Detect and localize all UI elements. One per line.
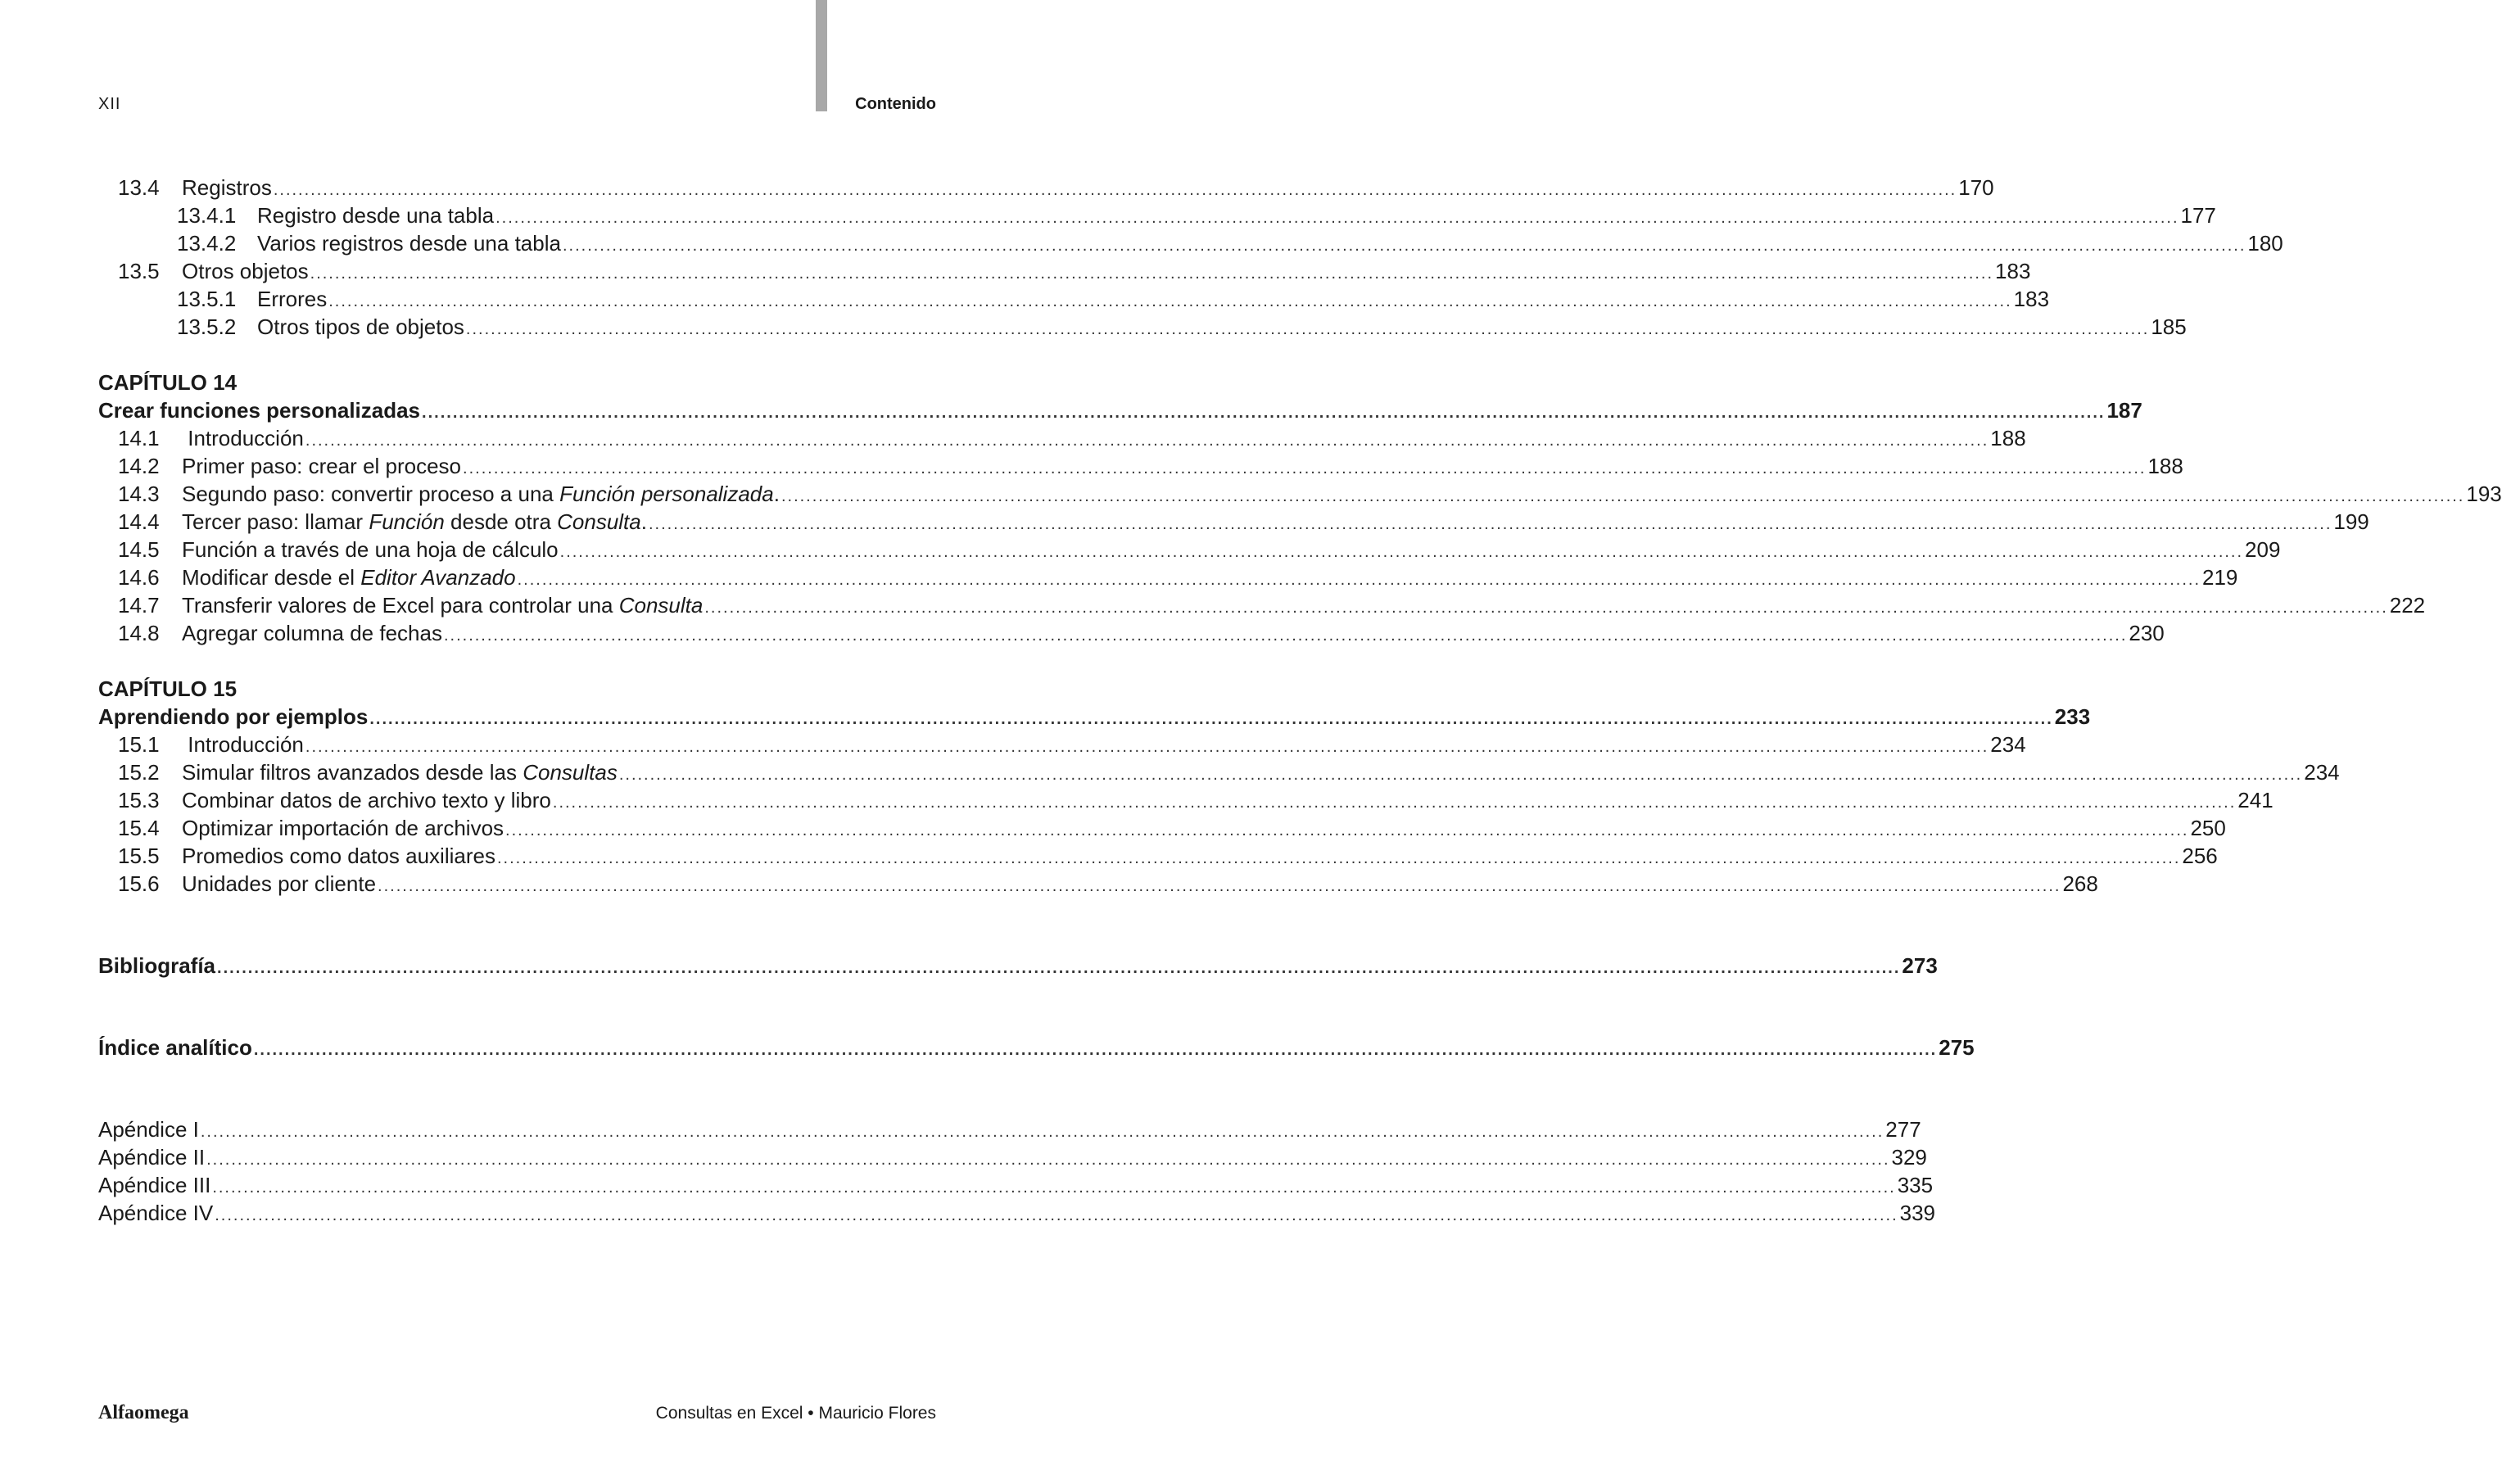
running-head: Contenido: [855, 95, 936, 113]
dot-leader: ................................................................................................................................................................................................................................................................................: [443, 627, 2128, 645]
publisher-name: Alfaomega: [98, 1402, 189, 1423]
page-ref: 188: [1990, 426, 2026, 450]
toc-entry: [98, 563, 2238, 591]
chapter-label: CAPÍTULO 15: [98, 676, 238, 701]
dot-leader: ................................................................................................................................................................................................................................................................................: [305, 432, 1989, 450]
section-title: Simular filtros avanzados desde las Consultas: [182, 760, 618, 785]
dot-leader: ................................................................................................................................................................................................................................................................................: [495, 209, 2179, 227]
section-title: Primer paso: crear el proceso: [182, 454, 462, 478]
section-number: 14.5: [118, 537, 160, 562]
section-title: Optimizar importación de archivos: [182, 816, 504, 840]
dot-leader: ................................................................................................................................................................................................................................................................................: [217, 959, 1901, 977]
section-title: Otros tipos de objetos: [257, 314, 464, 339]
section-number: 15.6: [118, 871, 160, 896]
dot-leader: ................................................................................................................................................................................................................................................................................: [328, 292, 2012, 310]
toc-entry: [98, 731, 2026, 758]
section-title: Errores: [257, 287, 328, 311]
dot-leader: ................................................................................................................................................................................................................................................................................: [562, 237, 2246, 255]
section-title: Función a través de una hoja de cálculo: [182, 537, 559, 562]
page-ref: 273: [1902, 953, 1938, 978]
dot-leader: ................................................................................................................................................................................................................................................................................: [215, 1206, 1898, 1224]
section-title: Registros: [182, 175, 272, 200]
dot-leader: ................................................................................................................................................................................................................................................................................: [378, 877, 2061, 895]
page-ref: 177: [2180, 203, 2216, 228]
section-number: 13.4.1: [177, 203, 237, 228]
section-number: 15.5: [118, 844, 160, 868]
page-ref: 193: [2466, 482, 2502, 506]
dot-leader: ................................................................................................................................................................................................................................................................................: [780, 487, 2465, 505]
toc-entry: [98, 257, 2031, 285]
page-ref: 275: [1939, 1035, 1975, 1060]
section-number: 15.4: [118, 816, 160, 840]
toc-entry: [98, 424, 2026, 452]
bibliography-entry: [98, 952, 1938, 980]
section-number: 13.4.2: [177, 231, 237, 256]
section-number: 14.4: [118, 509, 160, 534]
dot-leader: ................................................................................................................................................................................................................................................................................: [305, 738, 1989, 756]
page-ref: 329: [1891, 1145, 1927, 1170]
section-number: 14.7: [118, 593, 160, 618]
index-entry: [98, 1034, 1975, 1061]
toc-entry: [98, 480, 2502, 508]
toc-entry: [98, 452, 2183, 480]
section-title: Introducción: [188, 732, 304, 757]
section-number: 14.1: [118, 426, 160, 450]
toc-entry: [98, 786, 2274, 814]
dot-leader: ................................................................................................................................................................................................................................................................................: [648, 515, 2332, 533]
page-ref: 199: [2333, 509, 2369, 534]
page-ref: 250: [2190, 816, 2226, 840]
section-title: Segundo paso: convertir proceso a una Función personalizada.: [182, 482, 780, 506]
dot-leader: ................................................................................................................................................................................................................................................................................: [505, 821, 2189, 839]
book-title-author: Consultas en Excel • Mauricio Flores: [655, 1404, 936, 1423]
toc-entry: [98, 508, 2369, 536]
page-ref: 185: [2151, 314, 2187, 339]
dot-leader: ................................................................................................................................................................................................................................................................................: [704, 599, 2388, 617]
toc-entry: [98, 870, 2098, 898]
page-ref: 339: [1899, 1201, 1936, 1225]
appendix-title: Apéndice IV: [98, 1201, 214, 1225]
section-number: 13.4: [118, 175, 160, 200]
dot-leader: ................................................................................................................................................................................................................................................................................: [559, 543, 2244, 561]
page-ref: 183: [2013, 287, 2050, 311]
toc-entry: [98, 842, 2218, 870]
appendix-title: Apéndice III: [98, 1173, 211, 1197]
dot-leader: ................................................................................................................................................................................................................................................................................: [369, 710, 2053, 728]
section-title: Unidades por cliente: [182, 871, 377, 896]
section-title: Promedios como datos auxiliares: [182, 844, 495, 868]
page-ref: 188: [2147, 454, 2183, 478]
section-number: 15.2: [118, 760, 160, 785]
dot-leader: ................................................................................................................................................................................................................................................................................: [200, 1123, 1884, 1141]
bibliography-title: Bibliografía: [98, 953, 216, 978]
chapter-label: CAPÍTULO 14: [98, 370, 238, 395]
page-ref: 268: [2062, 871, 2098, 896]
page-ref: 180: [2247, 231, 2283, 256]
table-of-contents: [98, 174, 2502, 1227]
dot-leader: ................................................................................................................................................................................................................................................................................: [517, 571, 2201, 589]
section-title: Registro desde una tabla: [257, 203, 495, 228]
section-title: Combinar datos de archivo texto y libro: [182, 788, 551, 812]
appendix-entry: [98, 1143, 1927, 1171]
dot-leader: ................................................................................................................................................................................................................................................................................: [465, 320, 2150, 338]
dot-leader: ................................................................................................................................................................................................................................................................................: [422, 404, 2106, 422]
section-title: Modificar desde el Editor Avanzado: [182, 565, 516, 590]
chapter-title-entry: [98, 703, 2091, 731]
toc-entry: [98, 591, 2426, 619]
page-number: XII: [98, 95, 121, 113]
toc-entry: [98, 313, 2187, 341]
section-number: 13.5: [118, 259, 160, 283]
page-ref: 234: [1990, 732, 2026, 757]
section-number: 14.3: [118, 482, 160, 506]
dot-leader: ................................................................................................................................................................................................................................................................................: [273, 181, 1957, 199]
dot-leader: ................................................................................................................................................................................................................................................................................: [496, 849, 2181, 867]
dot-leader: ................................................................................................................................................................................................................................................................................: [206, 1151, 1890, 1169]
section-title: Introducción: [188, 426, 304, 450]
dot-leader: ................................................................................................................................................................................................................................................................................: [212, 1179, 1896, 1197]
dot-leader: ................................................................................................................................................................................................................................................................................: [618, 766, 2303, 784]
page-ref: 241: [2237, 788, 2274, 812]
section-number: 15.3: [118, 788, 160, 812]
chapter-title: Crear funciones personalizadas: [98, 398, 421, 423]
toc-entry: [98, 758, 2340, 786]
section-title: Agregar columna de fechas: [182, 621, 442, 645]
page-ref: 219: [2202, 565, 2238, 590]
index-title: Índice analítico: [98, 1035, 252, 1060]
toc-entry: [98, 619, 2165, 647]
page-ref: 183: [1995, 259, 2031, 283]
page-ref: 234: [2304, 760, 2340, 785]
dot-leader: ................................................................................................................................................................................................................................................................................: [310, 265, 1994, 283]
chapter-title-entry: [98, 396, 2142, 424]
page-ref: 256: [2182, 844, 2218, 868]
chapter-title: Aprendiendo por ejemplos: [98, 704, 369, 729]
section-number: 15.1: [118, 732, 160, 757]
toc-entry: [98, 814, 2226, 842]
page-ref: 233: [2054, 704, 2091, 729]
dot-leader: ................................................................................................................................................................................................................................................................................: [552, 794, 2237, 812]
appendix-title: Apéndice I: [98, 1117, 199, 1142]
section-number: 14.6: [118, 565, 160, 590]
page-ref: 209: [2245, 537, 2281, 562]
page-ref: 222: [2389, 593, 2426, 618]
section-title: Otros objetos: [182, 259, 309, 283]
page-ref: 335: [1897, 1173, 1934, 1197]
section-title: Tercer paso: llamar Función desde otra Consulta.: [182, 509, 647, 534]
section-number: 13.5.1: [177, 287, 237, 311]
appendix-entry: [98, 1115, 1921, 1143]
margin-tab-bar: [816, 0, 827, 111]
toc-entry: [98, 201, 2216, 229]
page-ref: 230: [2129, 621, 2165, 645]
page-ref: 170: [1958, 175, 1994, 200]
section-number: 13.5.2: [177, 314, 237, 339]
toc-entry: [98, 229, 2283, 257]
toc-entry: [98, 536, 2281, 563]
appendix-entry: [98, 1199, 1936, 1227]
toc-entry: [98, 285, 2050, 313]
dot-leader: ................................................................................................................................................................................................................................................................................: [463, 459, 2147, 477]
appendix-entry: [98, 1171, 1934, 1199]
dot-leader: ................................................................................................................................................................................................................................................................................: [253, 1041, 1938, 1059]
section-number: 14.8: [118, 621, 160, 645]
section-number: 14.2: [118, 454, 160, 478]
section-title: Varios registros desde una tabla: [257, 231, 561, 256]
toc-entry: [98, 174, 1994, 201]
appendix-title: Apéndice II: [98, 1145, 206, 1170]
page-ref: 187: [2106, 398, 2142, 423]
section-title: Transferir valores de Excel para controlar una Consulta: [182, 593, 704, 618]
page-ref: 277: [1885, 1117, 1921, 1142]
